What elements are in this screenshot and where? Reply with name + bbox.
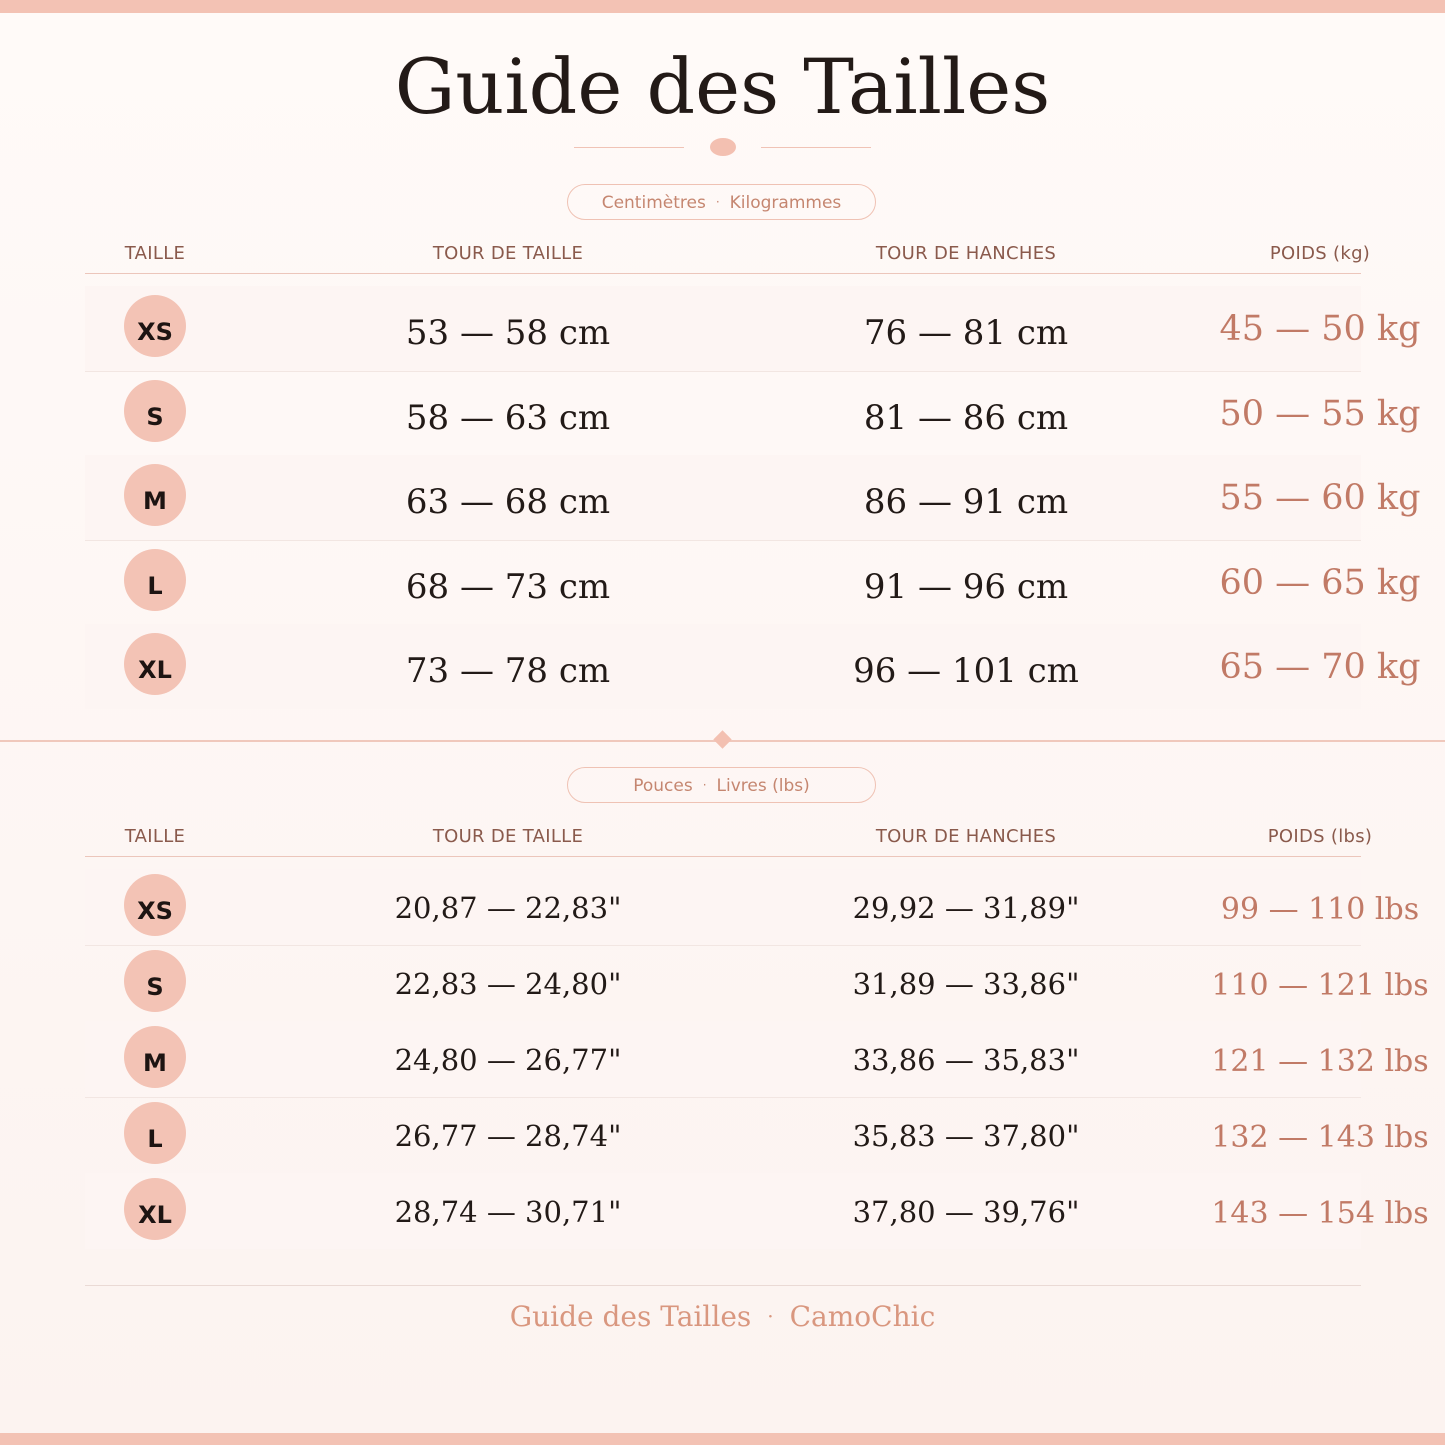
title-ornament-dot <box>710 138 736 156</box>
row-highlight <box>85 869 1361 945</box>
hips-value: 35,83 — 37,80" <box>852 1119 1080 1153</box>
weight-value: 132 — 143 lbs <box>1211 1120 1429 1155</box>
size-badge: S <box>124 950 186 1012</box>
hips-value: 37,80 — 39,76" <box>852 1195 1080 1229</box>
hips-value: 91 — 96 cm <box>863 566 1069 607</box>
table-row <box>85 1173 1429 1249</box>
size-badge: XL <box>124 633 186 695</box>
weight-value: 55 — 60 kg <box>1219 478 1421 519</box>
size-badge: XS <box>124 874 186 936</box>
hips-value: 81 — 86 cm <box>863 397 1069 438</box>
imperial-units-separator: · <box>702 778 707 792</box>
header-weight: POIDS (lbs) <box>1267 826 1373 847</box>
metric-units-separator: · <box>715 195 720 209</box>
waist-value: 24,80 — 26,77" <box>394 1043 622 1077</box>
imperial-units-left: Pouces <box>633 776 693 796</box>
page-title: Guide des Tailles <box>394 42 1051 131</box>
table-row <box>85 286 1421 372</box>
weight-value: 110 — 121 lbs <box>1211 968 1429 1003</box>
footer-divider <box>85 1285 1361 1286</box>
header-size: TAILLE <box>124 826 186 847</box>
footer-title: Guide des Tailles <box>509 1300 752 1333</box>
waist-value: 28,74 — 30,71" <box>394 1195 622 1229</box>
metric-units-right: Kilogrammes <box>729 193 842 213</box>
top-accent-bar <box>0 0 1445 13</box>
hips-value: 86 — 91 cm <box>863 482 1069 523</box>
imperial-units-right: Livres (lbs) <box>716 776 810 796</box>
metric-table-header <box>85 243 1371 274</box>
header-hips: TOUR DE HANCHES <box>875 826 1057 847</box>
size-badge: S <box>124 380 186 442</box>
waist-value: 68 — 73 cm <box>405 566 611 607</box>
waist-value: 53 — 58 cm <box>405 313 611 353</box>
metric-units-pill <box>567 184 876 220</box>
waist-value: 20,87 — 22,83" <box>394 891 622 925</box>
table-row <box>85 371 1421 457</box>
hips-value: 29,92 — 31,89" <box>852 891 1080 925</box>
table-row <box>85 869 1420 946</box>
row-highlight <box>85 1173 1361 1249</box>
weight-value: 45 — 50 kg <box>1219 309 1421 349</box>
hips-value: 33,86 — 35,83" <box>852 1043 1080 1077</box>
header-weight: POIDS (kg) <box>1269 243 1371 264</box>
weight-value: 121 — 132 lbs <box>1211 1044 1429 1079</box>
weight-value: 60 — 65 kg <box>1219 562 1421 603</box>
header-hips: TOUR DE HANCHES <box>875 243 1057 264</box>
table-row <box>85 945 1429 1022</box>
section-divider-diamond <box>713 730 731 748</box>
table-row <box>85 1021 1429 1098</box>
waist-value: 26,77 — 28,74" <box>394 1119 622 1153</box>
hips-value: 96 — 101 cm <box>853 651 1079 692</box>
hips-value: 31,89 — 33,86" <box>852 967 1080 1001</box>
size-badge: XL <box>124 1178 186 1240</box>
title-ornament-line-right <box>761 147 871 148</box>
footer-brand: CamoChic <box>789 1300 936 1333</box>
table-row <box>85 1097 1429 1174</box>
waist-value: 58 — 63 cm <box>405 397 611 438</box>
waist-value: 63 — 68 cm <box>405 482 611 523</box>
size-badge: M <box>124 1026 186 1088</box>
metric-units-left: Centimètres <box>601 193 706 213</box>
size-badge: XS <box>124 295 186 357</box>
waist-value: 73 — 78 cm <box>405 651 611 692</box>
row-highlight <box>85 286 1361 371</box>
waist-value: 22,83 — 24,80" <box>394 967 622 1001</box>
size-badge: L <box>124 549 186 611</box>
weight-value: 99 — 110 lbs <box>1220 892 1420 927</box>
weight-value: 143 — 154 lbs <box>1211 1196 1429 1231</box>
bottom-accent-bar <box>0 1433 1445 1445</box>
size-badge: M <box>124 464 186 526</box>
size-badge: L <box>124 1102 186 1164</box>
header-waist: TOUR DE TAILLE <box>432 826 584 847</box>
weight-value: 65 — 70 kg <box>1219 647 1421 688</box>
header-waist: TOUR DE TAILLE <box>432 243 584 264</box>
weight-value: 50 — 55 kg <box>1219 393 1421 434</box>
footer-separator: · <box>767 1304 774 1328</box>
header-size: TAILLE <box>124 243 186 264</box>
table-row <box>85 540 1421 626</box>
imperial-table-header <box>85 826 1373 857</box>
table-row <box>85 455 1421 541</box>
table-row <box>85 624 1421 709</box>
footer <box>0 1296 1445 1337</box>
row-highlight <box>85 455 1361 540</box>
imperial-units-pill <box>567 767 876 803</box>
hips-value: 76 — 81 cm <box>863 313 1069 353</box>
row-highlight <box>85 1021 1361 1097</box>
row-highlight <box>85 624 1361 709</box>
title-ornament-line-left <box>574 147 684 148</box>
